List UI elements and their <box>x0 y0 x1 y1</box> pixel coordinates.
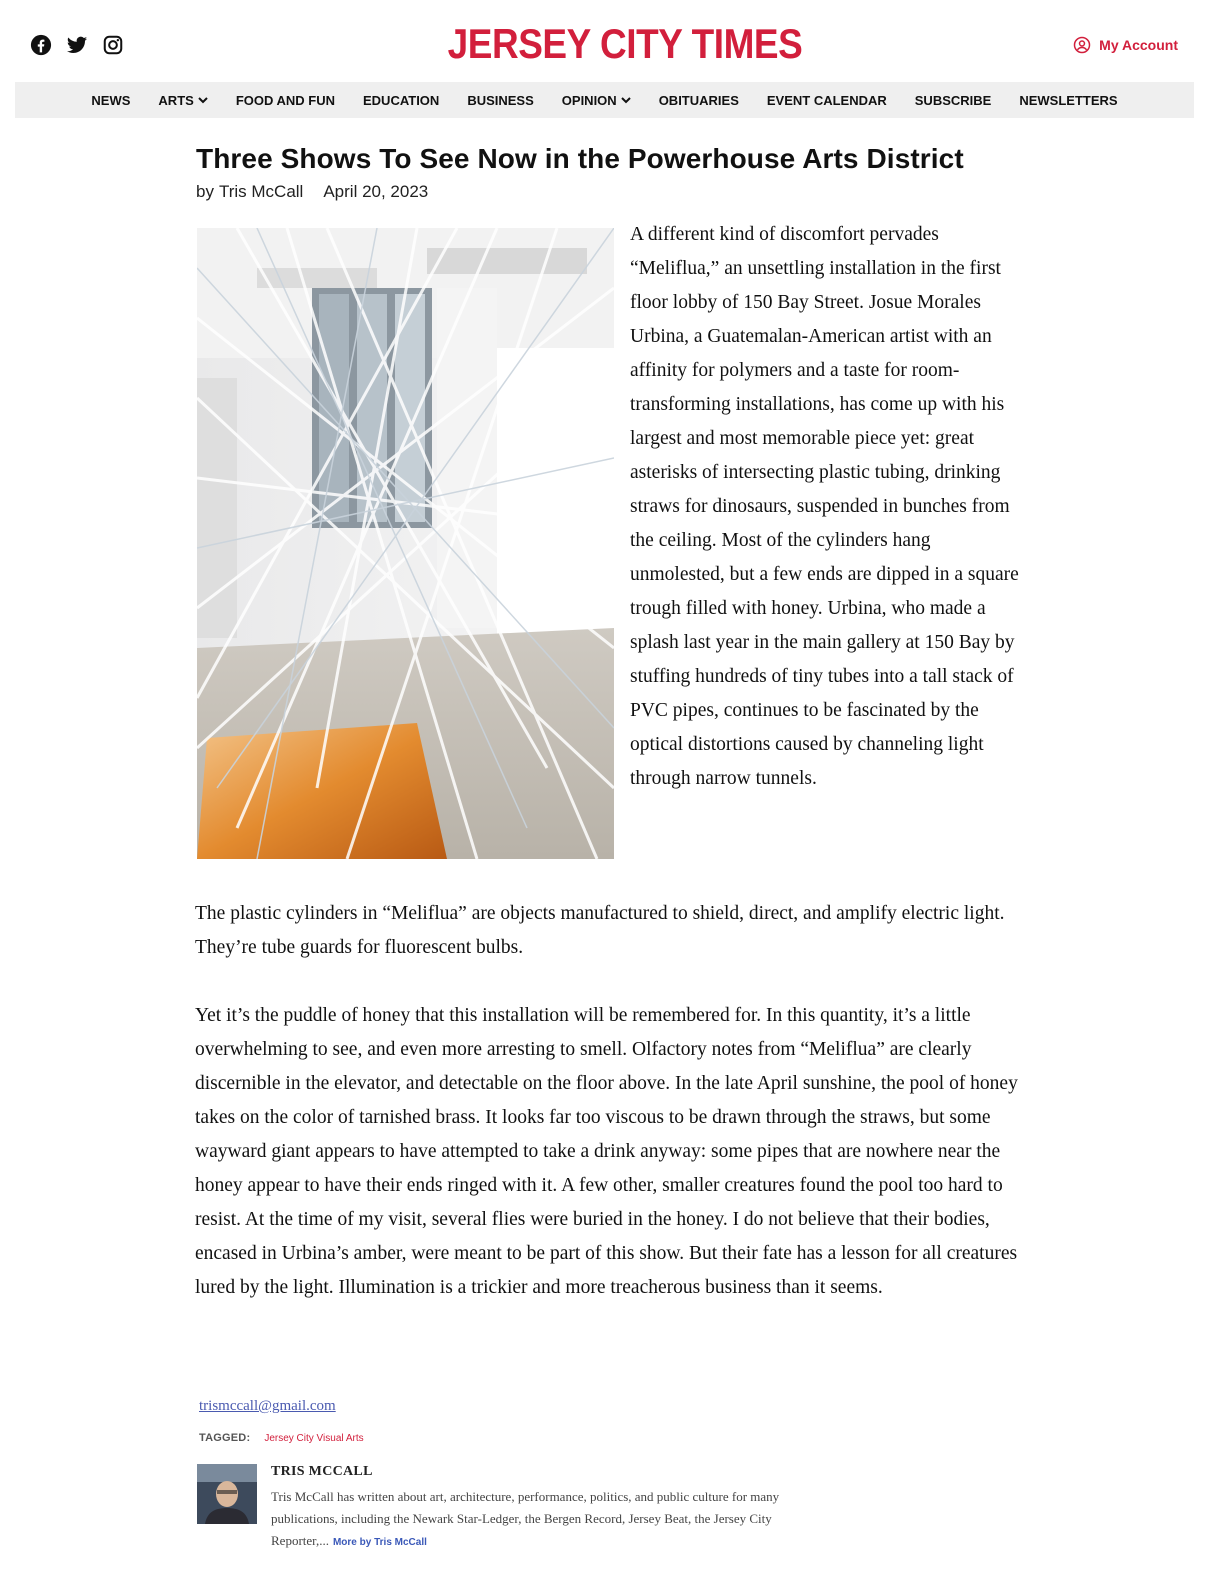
nav-label: ARTS <box>158 92 194 108</box>
nav-item-event-calendar[interactable] <box>767 93 887 108</box>
tag-list <box>199 1432 364 1444</box>
article-paragraph-1: A different kind of discomfort pervades “Meliflua,” an unsettling installation in the first floor lobby of 150 Bay Street. Josue Morales Urbina, a Guatemalan-American artist with an affinity for polymers and a taste for room-transforming installations, has come up with his largest and most memorable piece yet: great asterisks of intersecting plastic tubing, drinking straws for dinosaurs, suspended in bunches from the ceiling. Most of the cylinders hang unmolested, but a few ends are dipped in a square trough filled with honey. Urbina, who made a splash last year in the main gallery at 150 Bay by stuffing hundreds of tiny tubes into a tall stack of PVC pipes, continues to be fascinated by the optical distortions caused by channeling light through narrow tunnels. <box>630 224 1019 789</box>
nav-item-newsletters[interactable] <box>1019 93 1117 108</box>
author-bio <box>271 1486 791 1554</box>
nav-item-opinion[interactable] <box>562 93 631 108</box>
author-name[interactable]: TRIS MCCALL <box>271 1464 373 1479</box>
nav-label: EVENT CALENDAR <box>766 92 887 108</box>
nav-item-education[interactable] <box>363 93 439 108</box>
user-icon <box>1073 36 1091 54</box>
main-nav <box>15 82 1194 118</box>
nav-item-news[interactable] <box>91 93 130 108</box>
more-by-author-link[interactable]: More by Tris McCall <box>332 1537 427 1548</box>
byline <box>196 182 428 202</box>
nav-label: FOOD AND FUN <box>235 92 335 108</box>
nav-label: NEWS <box>91 92 131 108</box>
nav-label: BUSINESS <box>467 92 534 108</box>
nav-label: EDUCATION <box>363 92 440 108</box>
my-account-link[interactable] <box>1073 36 1178 54</box>
nav-label: OPINION <box>561 92 617 108</box>
chevron-down-icon <box>198 95 208 105</box>
author-bio-text: Tris McCall has written about art, architecture, performance, politics, and public culture for many publications, including the Newark Star-Ledger, the Bergen Record, Jersey Beat, the Jersey City Reporter,... <box>271 1489 780 1548</box>
publish-date: April 20, 2023 <box>323 182 429 201</box>
facebook-icon[interactable] <box>30 34 52 56</box>
nav-item-food-and-fun[interactable] <box>236 93 335 108</box>
article-paragraph-3: Yet it’s the puddle of honey that this installation will be remembered for. In this quantity, it’s a little overwhelming to see, and even more arresting to smell. Olfactory notes from “Meliflua” are clearly discernible in the elevator, and detectable on the floor above. In the late April sunshine, the pool of honey takes on the color of tarnished brass. It looks far too viscous to be drawn through the straws, but some wayward giant appears to have attempted to take a drink anyway: some pipes that are nowhere near the honey appear to have their ends ringed with it. A few other, smaller creatures found the pool too hard to resist. At the time of my visit, several flies were buried in the honey. I do not believe that their bodies, encased in Urbina’s amber, were meant to be part of this show. But their fate has a lesson for all creatures lured by the light. Illumination is a trickier and more treacherous business than it seems. <box>195 1005 1018 1298</box>
nav-item-obituaries[interactable] <box>659 93 739 108</box>
nav-item-arts[interactable] <box>158 93 207 108</box>
my-account-label: My Account <box>1099 37 1178 53</box>
author-link[interactable]: Tris McCall <box>218 182 304 201</box>
byline-prefix: by <box>196 182 214 201</box>
article-paragraph-2: The plastic cylinders in “Meliflua” are objects manufactured to shield, direct, and amplify electric light. They’re tube guards for fluorescent bulbs. <box>195 903 1005 958</box>
author-email-link[interactable]: trismccall@gmail.com <box>199 1398 336 1414</box>
article-photo <box>197 228 614 859</box>
avatar[interactable] <box>197 1464 257 1524</box>
article-title: Three Shows To See Now in the Powerhouse Arts District <box>196 143 964 174</box>
nav-label: NEWSLETTERS <box>1019 92 1118 108</box>
tag-link[interactable]: Jersey City Visual Arts <box>264 1433 364 1444</box>
nav-label: OBITUARIES <box>658 92 739 108</box>
chevron-down-icon <box>621 95 631 105</box>
tagged-label: TAGGED: <box>199 1432 251 1444</box>
nav-item-subscribe[interactable] <box>915 93 992 108</box>
nav-item-business[interactable] <box>467 93 533 108</box>
nav-label: SUBSCRIBE <box>914 92 992 108</box>
site-logo[interactable]: JERSEY CITY TIMES <box>447 20 803 67</box>
